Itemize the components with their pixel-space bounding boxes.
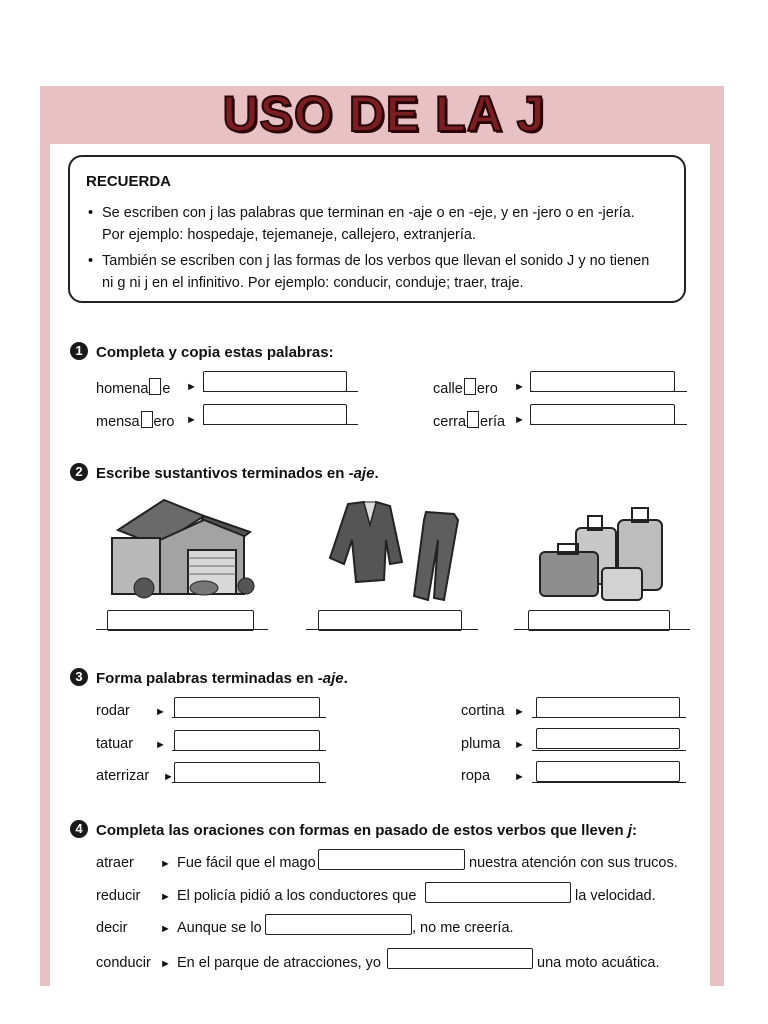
ex4-sentence-3-end: , no me creería. (412, 920, 514, 936)
underline (172, 717, 326, 718)
underline (172, 782, 326, 783)
letter-gap[interactable] (141, 411, 153, 428)
ex4-verb-1: atraer (96, 855, 134, 871)
ex1-word-4: cerra ería (433, 411, 505, 430)
ex2-answer-2[interactable] (318, 610, 462, 631)
underline (532, 750, 686, 751)
ex2-answer-1[interactable] (107, 610, 254, 631)
arrow-icon: ► (514, 771, 525, 783)
arrow-icon: ► (186, 414, 197, 426)
ex1-word-3: mensa ero (96, 411, 175, 430)
ex1-answer-4[interactable] (530, 404, 675, 425)
exercise-2-number: 2 (70, 463, 88, 481)
exercise-1-number: 1 (70, 342, 88, 360)
rule-1-line-1: Se escriben con j las palabras que terminan en -aje o en -eje, y en -jero o en -jería. (102, 205, 635, 221)
page-title: USO DE LA J (222, 86, 546, 142)
ex4-verb-4: conducir (96, 955, 151, 971)
ex4-verb-2: reducir (96, 888, 141, 904)
ex3-answer-1[interactable] (174, 697, 320, 718)
exercise-2-heading: Escribe sustantivos terminados en -aje. (96, 465, 379, 482)
arrow-icon: ► (160, 858, 171, 870)
ex4-verb-3: decir (96, 920, 128, 936)
ex3-word-6: ropa (461, 768, 491, 784)
exercise-4-heading: Completa las oraciones con formas en pasado de estos verbos que lleven j: (96, 822, 638, 839)
underline (532, 717, 686, 718)
underline (203, 391, 358, 392)
rule-1-line-2: Por ejemplo: hospedaje, tejemaneje, callejero, extranjería. (102, 227, 476, 243)
ex3-answer-5[interactable] (174, 762, 320, 783)
exercise-3-heading: Forma palabras terminadas en -aje. (96, 670, 348, 687)
ex3-word-2: cortina (461, 703, 505, 719)
ex4-sentence-1-end: nuestra atención con sus trucos. (469, 855, 678, 871)
exercise-3-number: 3 (70, 668, 88, 686)
ex4-sentence-3-start: Aunque se lo (177, 920, 262, 936)
arrow-icon: ► (160, 891, 171, 903)
rule-2-line-1: También se escriben con j las formas de los verbos que llevan el sonido J y no tienen (102, 253, 650, 269)
underline (172, 750, 326, 751)
ex3-answer-3[interactable] (174, 730, 320, 751)
arrow-icon: ► (514, 706, 525, 718)
underline (96, 629, 268, 630)
clothes-icon (326, 500, 464, 604)
ex1-word-1: homena e (96, 378, 170, 397)
arrow-icon: ► (160, 958, 171, 970)
ex4-answer-4[interactable] (387, 948, 533, 969)
arrow-icon: ► (160, 923, 171, 935)
ex4-sentence-2-start: El policía pidió a los conductores que (177, 888, 417, 904)
ex3-answer-4[interactable] (536, 728, 680, 749)
arrow-icon: ► (163, 771, 174, 783)
underline (532, 782, 686, 783)
rule-2-line-2: ni g ni j en el infinitivo. Por ejemplo: conducir, conduje; traer, traje. (102, 275, 524, 291)
ex1-answer-3[interactable] (203, 404, 347, 425)
ex4-sentence-1-start: Fue fácil que el mago (177, 855, 316, 871)
letter-gap[interactable] (149, 378, 161, 395)
arrow-icon: ► (155, 706, 166, 718)
underline (203, 424, 358, 425)
exercise-1-heading: Completa y copia estas palabras: (96, 344, 334, 361)
ex4-sentence-2-end: la velocidad. (575, 888, 656, 904)
arrow-icon: ► (155, 739, 166, 751)
ex2-answer-3[interactable] (528, 610, 670, 631)
ex3-word-3: tatuar (96, 736, 134, 752)
bullet: • (88, 253, 94, 269)
ex4-sentence-4-start: En el parque de atracciones, yo (177, 955, 381, 971)
ex3-word-4: pluma (461, 736, 501, 752)
arrow-icon: ► (186, 381, 197, 393)
underline (306, 629, 478, 630)
letter-gap[interactable] (467, 411, 479, 428)
ex4-answer-1[interactable] (318, 849, 465, 870)
garage-icon (104, 496, 256, 602)
letter-gap[interactable] (464, 378, 476, 395)
arrow-icon: ► (514, 739, 525, 751)
ex3-answer-2[interactable] (536, 697, 680, 718)
exercise-4-number: 4 (70, 820, 88, 838)
rule-2 (88, 250, 650, 294)
rule-1 (88, 202, 635, 246)
ex1-answer-1[interactable] (203, 371, 347, 392)
luggage-icon (536, 504, 666, 604)
underline (530, 424, 687, 425)
ex3-word-5: aterrizar (96, 768, 150, 784)
recuerda-title: RECUERDA (86, 173, 172, 190)
ex1-word-2: calle ero (433, 378, 498, 397)
ex3-answer-6[interactable] (536, 761, 680, 782)
ex3-word-1: rodar (96, 703, 130, 719)
arrow-icon: ► (514, 414, 525, 426)
ex4-answer-3[interactable] (265, 914, 412, 935)
ex4-sentence-4-end: una moto acuática. (537, 955, 660, 971)
ex4-answer-2[interactable] (425, 882, 571, 903)
arrow-icon: ► (514, 381, 525, 393)
underline (530, 391, 687, 392)
bullet: • (88, 205, 94, 221)
underline (514, 629, 690, 630)
ex1-answer-2[interactable] (530, 371, 675, 392)
